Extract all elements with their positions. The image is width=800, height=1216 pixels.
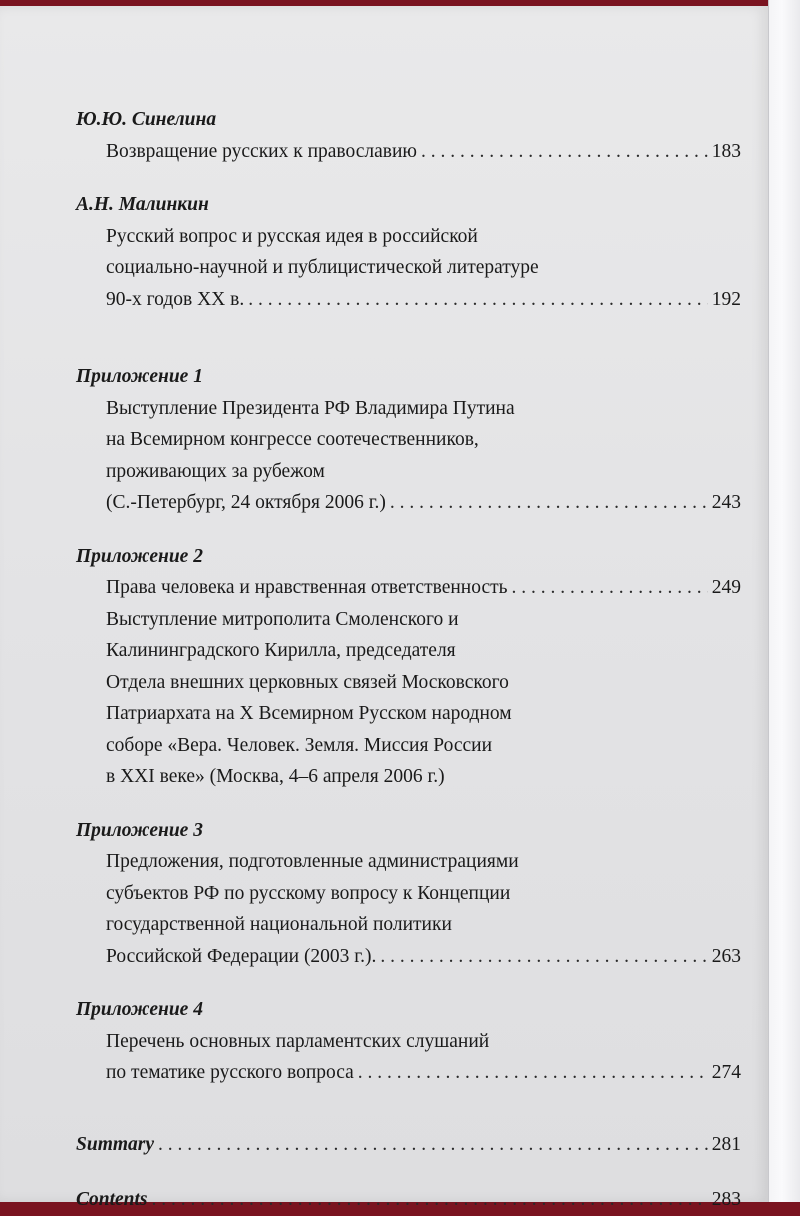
- entry-title-line: Выступление митрополита Смоленского и: [106, 608, 459, 630]
- entry-title-line: Предложения, подготовленные администрациями: [106, 851, 519, 872]
- entry-title-line: Российской Федерации (2003 г.). . . . 263: [106, 941, 741, 973]
- entry-title-line: Выступление Президента РФ Владимира Путина: [106, 397, 515, 419]
- dot-leader: [512, 572, 708, 604]
- toc-entry-contents: [76, 1184, 741, 1216]
- page-number: 263: [711, 945, 741, 967]
- toc-entry-sinelina: [76, 104, 741, 167]
- dot-leader: [158, 1129, 708, 1161]
- entry-title-line: Возвращение русских к православию . . . 183: [106, 136, 741, 168]
- toc-entry-appendix-4: [76, 994, 741, 1089]
- entry-title-line: Калининградского Кирилла, председателя: [106, 640, 456, 661]
- entry-heading: Приложение 3: [76, 819, 203, 841]
- entry-title-line: (С.-Петербург, 24 октября 2006 г.) . . . 243: [106, 487, 741, 519]
- page-edge: [768, 0, 800, 1202]
- toc-entry-summary: [76, 1129, 741, 1161]
- book-page: [0, 6, 768, 1210]
- entry-title-line: по тематике русского вопроса . . . 274: [106, 1057, 741, 1089]
- entry-title-line: Патриархата на X Всемирном Русском народном: [106, 703, 512, 724]
- entry-title-line: проживающих за рубежом: [106, 460, 325, 482]
- toc-entry-appendix-2: [76, 541, 741, 793]
- entry-author: Ю.Ю. Синелина: [76, 109, 217, 130]
- table-of-contents: [76, 104, 741, 1216]
- page-number: 283: [711, 1189, 741, 1210]
- entry-title-line: соборе «Вера. Человек. Земля. Миссия России: [106, 734, 493, 756]
- page-number: 274: [711, 1062, 741, 1083]
- page-number: 183: [711, 140, 741, 162]
- entry-title-line: социально-научной и публицистической литературе: [106, 257, 539, 278]
- entry-title-line: Права человека и нравственная ответственность . . . 249: [106, 572, 741, 604]
- entry-title-line: Отдела внешних церковных связей Московского: [106, 671, 509, 693]
- contents-label: Contents: [76, 1189, 148, 1210]
- entry-title-line: государственной национальной политики: [106, 914, 452, 935]
- dot-leader: [380, 941, 707, 973]
- entry-title-line: в XXI веке» (Москва, 4–6 апреля 2006 г.): [106, 766, 445, 787]
- page-number: 249: [711, 577, 741, 598]
- toc-entry-appendix-3: [76, 815, 741, 973]
- entry-title-line: 90-х годов XX в. . . . 192: [106, 284, 741, 316]
- entry-title-line: на Всемирном конгрессе соотечественников,: [106, 429, 479, 450]
- dot-leader: [390, 487, 708, 519]
- summary-label: Summary: [76, 1133, 155, 1155]
- toc-entry-malinkin: [76, 189, 741, 315]
- dot-leader: [152, 1184, 708, 1216]
- toc-entry-appendix-1: [76, 361, 741, 519]
- dot-leader: [248, 284, 708, 316]
- entry-title-line: Перечень основных парламентских слушаний: [106, 1030, 490, 1052]
- dot-leader: [421, 136, 708, 168]
- entry-author: А.Н. Малинкин: [76, 194, 209, 215]
- entry-heading: Приложение 1: [76, 366, 203, 387]
- entry-title-line: субъектов РФ по русскому вопросу к Концепции: [106, 882, 511, 904]
- page-number: 192: [711, 288, 741, 310]
- entry-heading: Приложение 2: [76, 545, 203, 567]
- page-number: 281: [711, 1133, 741, 1155]
- entry-heading: Приложение 4: [76, 999, 203, 1020]
- page-number: 243: [711, 492, 741, 513]
- dot-leader: [358, 1057, 708, 1089]
- entry-title-line: Русский вопрос и русская идея в российской: [106, 225, 478, 247]
